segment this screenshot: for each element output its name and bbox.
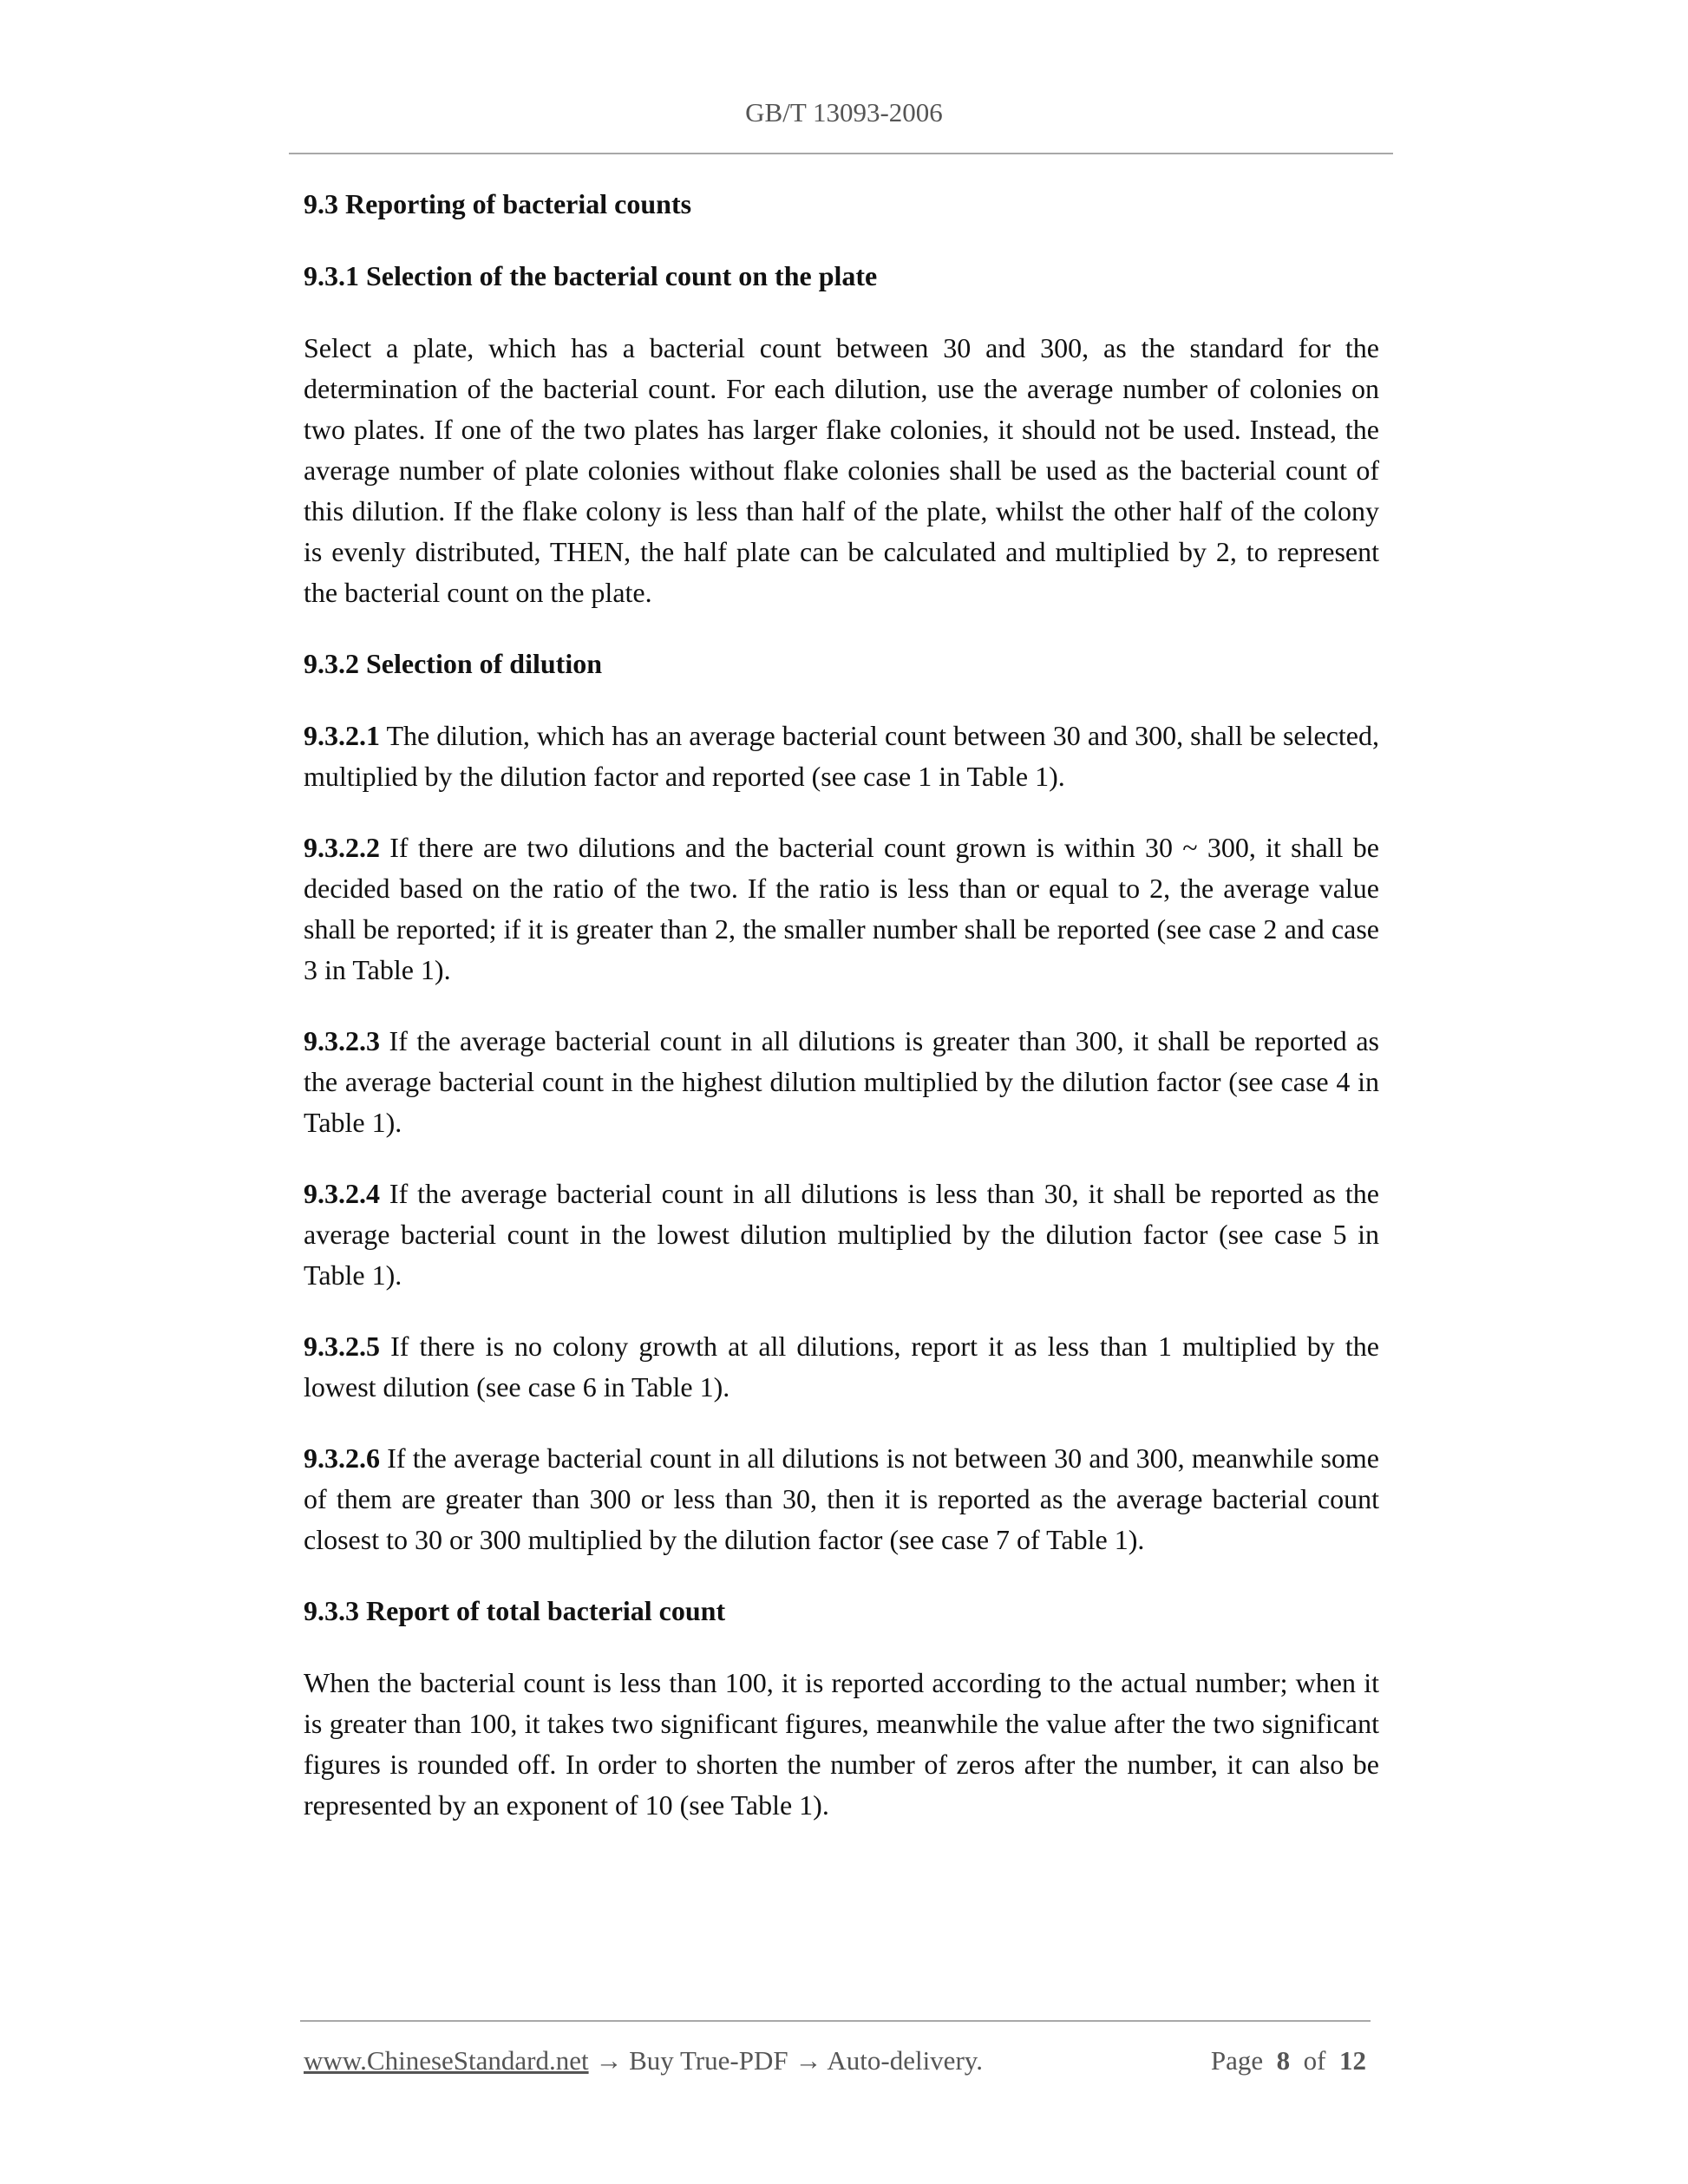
page-label: Page [1210,2045,1264,2076]
clause-number: 9.3.2.1 [304,720,380,751]
clause-text: If the average bacterial count in all dilutions is less than 30, it shall be reported as the average bacterial count in the lowest dilution multiplied by the dilution factor (see case 5 in Table 1). [304,1178,1379,1291]
clause-9-3-2-4 [304,1174,1379,1296]
section-heading-9-3: 9.3 Reporting of bacterial counts [304,188,692,219]
clause-text: The dilution, which has an average bacterial count between 30 and 300, shall be selected, multiplied by the dilution factor and reported (see case 1 in Table 1). [304,720,1379,792]
page-total: 12 [1339,2045,1366,2076]
footer-promo [304,2045,983,2076]
clause-9-3-2-2 [304,827,1379,991]
paragraph-9-3-1: Select a plate, which has a bacterial count between 30 and 300, as the standard for the determination of the bacterial count. For each dilution, use the average number of colonies on two plates. If one of the two plates has larger flake colonies, it should not be used. Instead, the average number of plate colonies without flake colonies shall be used as the bacterial count of this dilution. If the flake colony is less than half of the plate, whilst the other half of the colony is evenly distributed, THEN, the half plate can be calculated and multiplied by 2, to represent the bacterial count on the plate. [304,332,1379,608]
page-current: 8 [1276,2045,1291,2076]
paragraph-9-3-3: When the bacterial count is less than 100, it is reported according to the actual number; when it is greater than 100, it takes two significant figures, meanwhile the value after the two significant figures is rounded off. In order to shorten the number of zeros after the number, it can also be represented by an exponent of 10 (see Table 1). [304,1667,1379,1821]
page-footer [304,2045,1366,2076]
section-heading-9-3-1: 9.3.1 Selection of the bacterial count on the plate [304,260,878,291]
document-header-title: GB/T 13093-2006 [745,97,943,128]
clause-number: 9.3.2.4 [304,1178,380,1209]
clause-number: 9.3.2.6 [304,1442,380,1474]
section-heading-9-3-2: 9.3.2 Selection of dilution [304,648,603,679]
page-of: of [1303,2045,1326,2076]
footer-promo-text: → Buy True-PDF → Auto-delivery. [588,2045,983,2076]
clause-9-3-2-3 [304,1021,1379,1143]
section-heading-9-3-3: 9.3.3 Report of total bacterial count [304,1595,726,1626]
website-link[interactable]: www.ChineseStandard.net [304,2045,589,2076]
clause-9-3-2-1 [304,716,1379,797]
clause-text: If the average bacterial count in all dilutions is not between 30 and 300, meanwhile some of them are greater than 300 or less than 30, then it is reported as the average bacterial count closest to 30 or 300 multiplied by the dilution factor (see case 7 of Table 1). [304,1442,1379,1555]
clause-text: If there is no colony growth at all dilutions, report it as less than 1 multiplied by the lowest dilution (see case 6 in Table 1). [304,1331,1379,1403]
clause-9-3-2-5 [304,1326,1379,1408]
clause-number: 9.3.2.5 [304,1331,380,1362]
clause-9-3-2-6 [304,1438,1379,1560]
clause-number: 9.3.2.2 [304,832,380,863]
clause-number: 9.3.2.3 [304,1025,380,1056]
page-indicator [1211,2045,1366,2076]
footer-divider [300,2020,1371,2022]
header-divider [289,153,1393,154]
clause-text: If there are two dilutions and the bacterial count grown is within 30 ~ 300, it shall be decided based on the ratio of the two. If the ratio is less than or equal to 2, the average value shall be reported; if it is greater than 2, the smaller number shall be reported (see case 2 and case 3 in Table 1). [304,832,1379,985]
document-body [304,184,1379,1856]
clause-text: If the average bacterial count in all dilutions is greater than 300, it shall be reported as the average bacterial count in the highest dilution multiplied by the dilution factor (see case 4 in Table 1). [304,1025,1379,1138]
